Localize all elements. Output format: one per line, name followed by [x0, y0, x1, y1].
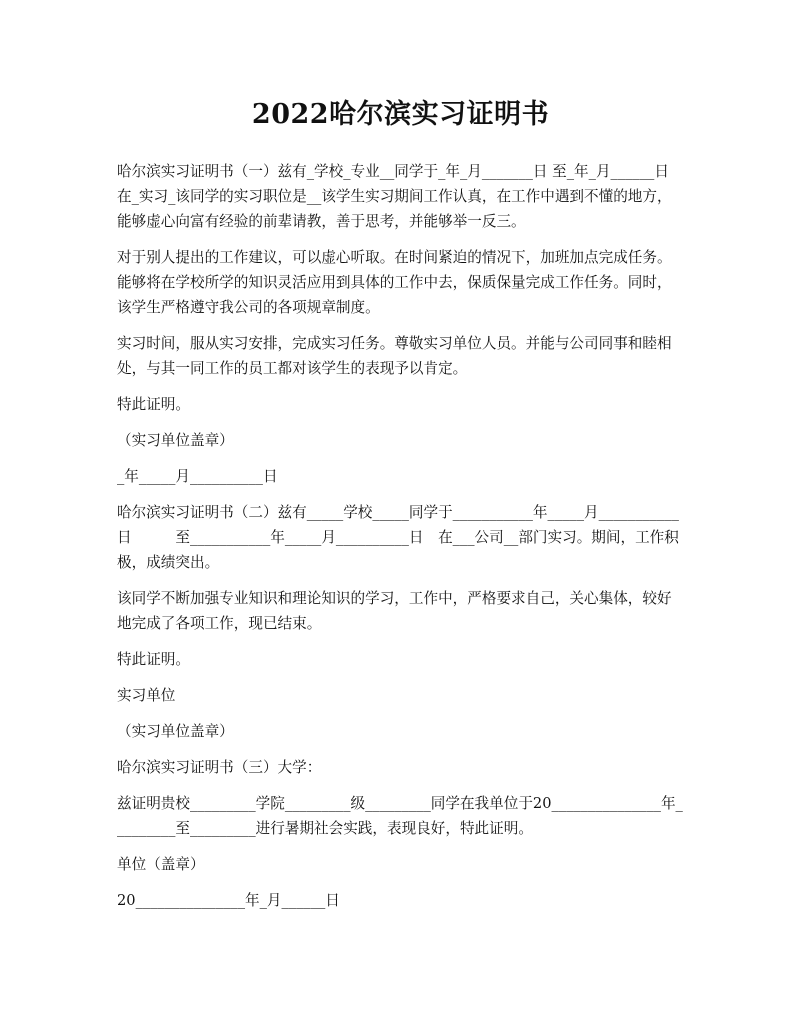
paragraph-unit-seal: 单位（盖章）	[117, 856, 205, 873]
paragraph-cert-one-conduct: 实习时间，服从实习安排，完成实习任务。尊敬实习单位人员。并能与公司同事和睦相处，与其一同工作的员工都对该学生的表现予以肯定。	[117, 335, 672, 377]
paragraph-seal-line-two: （实习单位盖章）	[117, 723, 234, 740]
paragraph-seal-line: （实习单位盖章）	[117, 432, 234, 449]
document-title: 2022哈尔滨实习证明书	[251, 99, 550, 130]
paragraph-date-line-three: 20_______________年_月______日	[117, 892, 340, 909]
paragraph-hereby-certify-two: 特此证明。	[117, 651, 190, 668]
paragraph-cert-three-heading: 哈尔滨实习证明书（三）大学：	[117, 759, 322, 776]
paragraph-cert-two-intro: 哈尔滨实习证明书（二）兹有_____学校_____同学于___________年_____月___________日 至___________年_____月__________日 在___公司__部门实习。期间，工作积极，成绩突出。	[117, 504, 679, 571]
paragraph-hereby-certify: 特此证明。	[117, 396, 190, 413]
paragraph-cert-two-body: 该同学不断加强专业知识和理论知识的学习，工作中，严格要求自己，关心集体，较好地完成了各项工作，现已结束。	[117, 590, 672, 632]
paragraph-unit-label: 实习单位	[117, 687, 176, 704]
paragraph-cert-three-body: 兹证明贵校_________学院_________级_________同学在我单位于20_______________年_________至_________进行暑期社会实践，表现良好，特此证明。	[117, 795, 683, 837]
paragraph-date-line: _年_____月__________日	[117, 468, 278, 485]
paragraph-cert-one-intro: 哈尔滨实习证明书（一）兹有_学校_专业__同学于_年_月_______日 至_年_月______日 在_实习_该同学的实习职位是__该学生实习期间工作认真，在工作中遇到不懂的地方，能够虚心向富有经验的前辈请教，善于思考，并能够举一反三。	[117, 163, 699, 230]
paragraph-cert-one-attitude: 对于别人提出的工作建议，可以虚心听取。在时间紧迫的情况下，加班加点完成任务。能够将在学校所学的知识灵活应用到具体的工作中去，保质保量完成工作任务。同时，该学生严格遵守我公司的各项规章制度。	[117, 249, 672, 316]
